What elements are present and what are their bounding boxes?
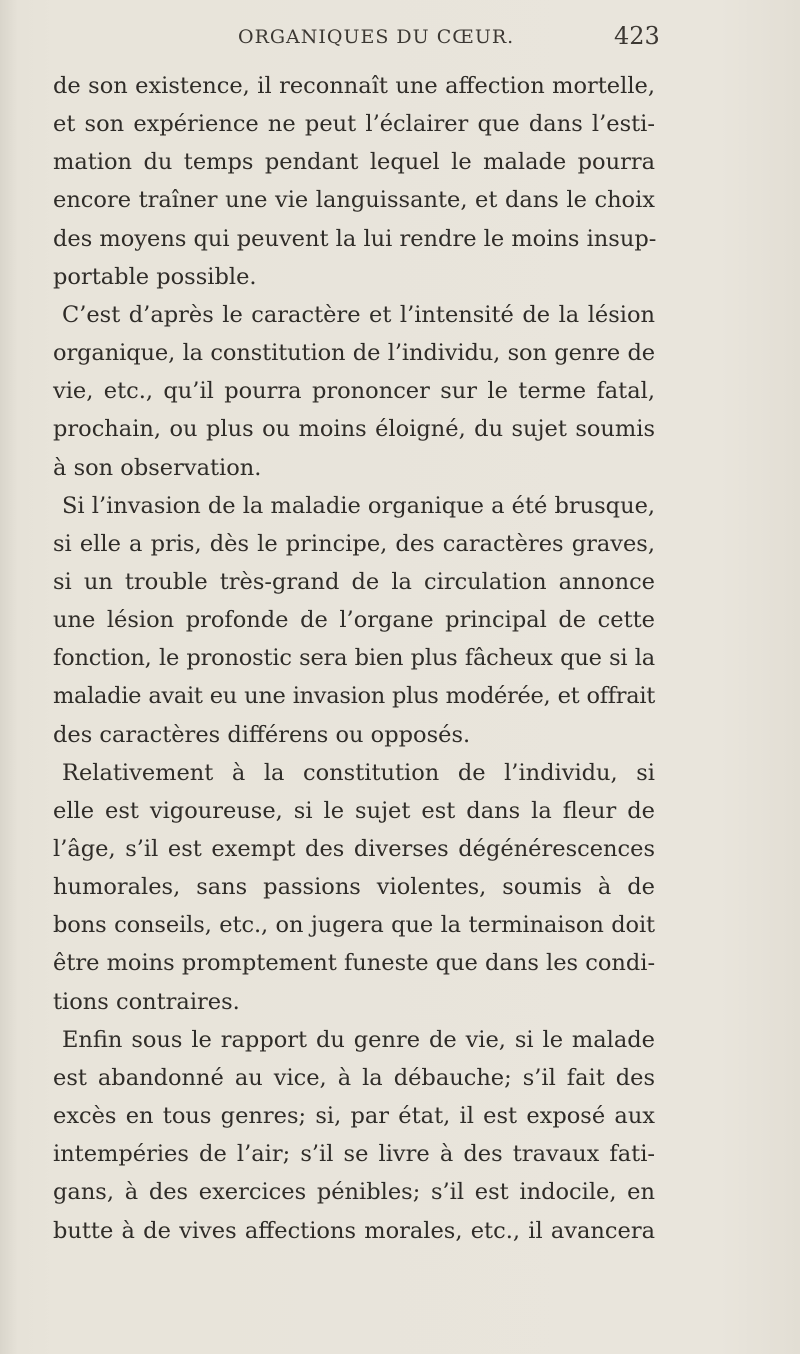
text-line: l’âge, s’il est exempt des diverses dégénérescences xyxy=(53,836,655,862)
text-line: et son expérience ne peut l’éclairer que dans l’esti- xyxy=(53,111,655,138)
text-line: encore traîner une vie languissante, et dans le choix xyxy=(53,187,655,214)
text-line: butte à de vives affections morales, etc., il avancera xyxy=(53,1217,655,1244)
text-line: Si l’invasion de la maladie organique a été brusque, xyxy=(62,492,656,519)
text-line: fonction, le pronostic sera bien plus fâcheux que si la xyxy=(53,645,655,672)
page-number: 423 xyxy=(614,22,660,50)
text-line: tions contraires. xyxy=(53,988,240,1015)
text-line: bons conseils, etc., on jugera que la terminaison doit xyxy=(53,912,655,939)
text-line: humorales, sans passions violentes, soumis à de xyxy=(53,874,655,901)
text-line: de son existence, il reconnaît une affection mortelle, xyxy=(53,73,655,99)
text-line: si elle a pris, dès le principe, des caractères graves, xyxy=(53,530,655,557)
text-line: prochain, ou plus ou moins éloigné, du sujet soumis xyxy=(53,416,655,443)
text-line: une lésion profonde de l’organe principal de cette xyxy=(53,607,655,634)
text-line: mation du temps pendant lequel le malade pourra xyxy=(53,149,655,176)
text-line: excès en tous genres; si, par état, il est exposé aux xyxy=(53,1103,655,1130)
text-line: à son observation. xyxy=(53,454,262,481)
text-line: vie, etc., qu’il pourra prononcer sur le terme fatal, xyxy=(53,378,655,405)
text-line: maladie avait eu une invasion plus modérée, et offrait xyxy=(53,683,655,710)
text-line: C’est d’après le caractère et l’intensité de la lésion xyxy=(62,301,655,328)
text-line: des moyens qui peuvent la lui rendre le moins insup- xyxy=(53,225,657,252)
text-line: Relativement à la constitution de l’individu, si xyxy=(62,759,655,786)
text-line: gans, à des exercices pénibles; s’il est indocile, en xyxy=(53,1179,655,1206)
text-line: elle est vigoureuse, si le sujet est dans la fleur de xyxy=(53,797,655,824)
text-line: intempéries de l’air; s’il se livre à des travaux fati- xyxy=(53,1141,655,1168)
text-line: si un trouble très-grand de la circulation annonce xyxy=(53,568,655,595)
text-line: portable possible. xyxy=(53,263,257,290)
text-line: être moins promptement funeste que dans les condi- xyxy=(53,950,656,977)
running-title: ORGANIQUES DU CŒUR. xyxy=(238,26,515,48)
text-line: des caractères différens ou opposés. xyxy=(53,721,471,748)
text-line: est abandonné au vice, à la débauche; s’il fait des xyxy=(53,1064,655,1091)
text-line: organique, la constitution de l’individu, son genre de xyxy=(53,340,655,367)
text-line: Enfin sous le rapport du genre de vie, si le malade xyxy=(62,1026,655,1053)
